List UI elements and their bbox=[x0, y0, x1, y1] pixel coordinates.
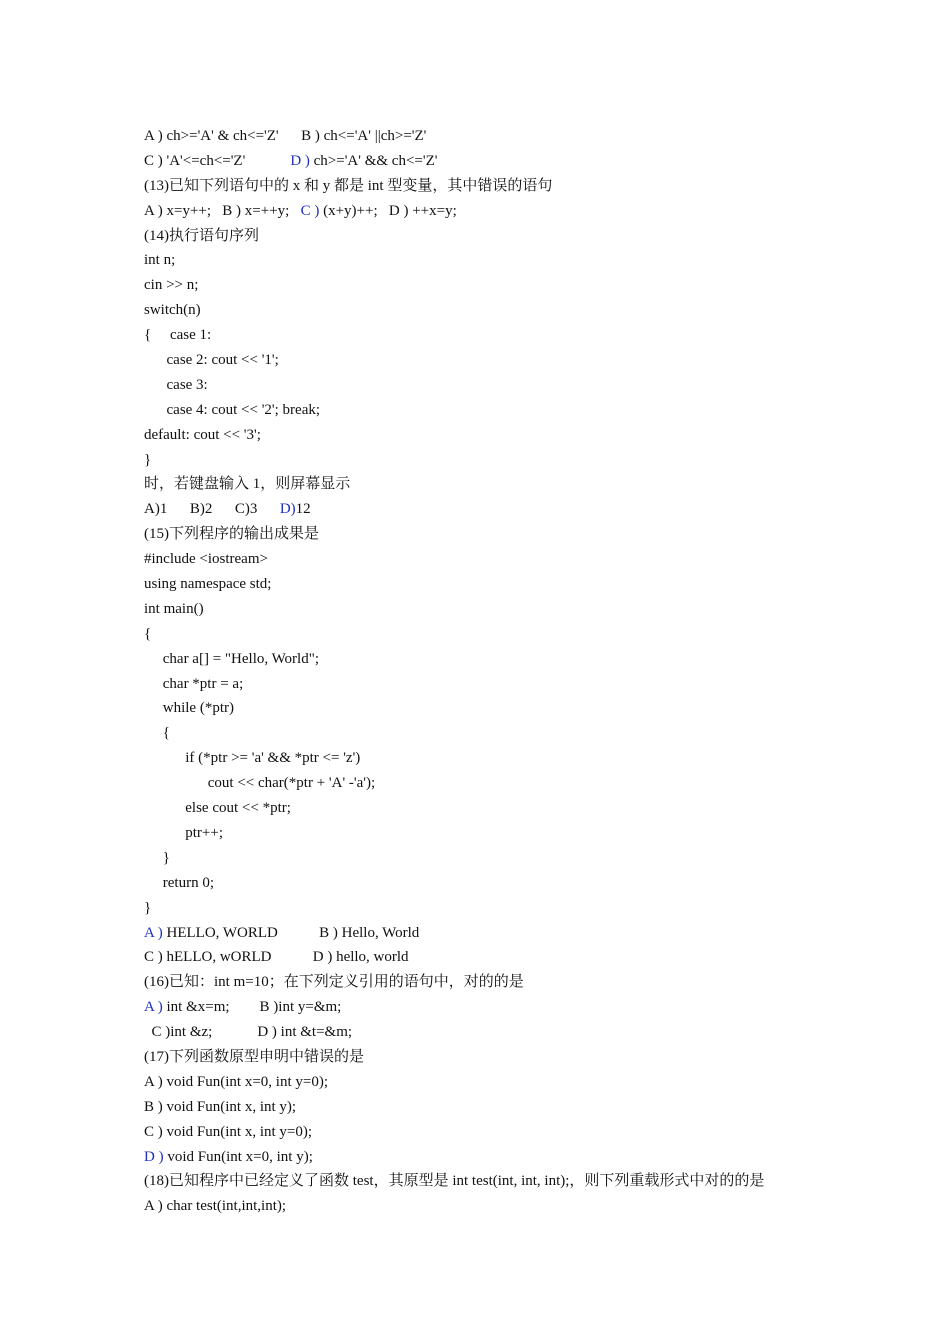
line-text: using namespace std; bbox=[144, 576, 272, 593]
text-line bbox=[144, 945, 904, 970]
text-line bbox=[144, 1120, 904, 1145]
text-line bbox=[144, 224, 904, 249]
line-text: HELLO, WORLD B ) Hello, World bbox=[162, 924, 420, 941]
text-line bbox=[144, 696, 904, 721]
text-line bbox=[144, 248, 904, 273]
line-text: void Fun(int x=0, int y); bbox=[163, 1148, 313, 1165]
text-line bbox=[144, 921, 904, 946]
line-text: default: cout << '3'; bbox=[144, 426, 261, 443]
line-text: C )int &z; D ) int &t=&m; bbox=[144, 1024, 353, 1041]
line-text: (17)下列函数原型申明中错误的是 bbox=[144, 1048, 364, 1065]
text-line bbox=[144, 472, 904, 497]
line-text: } bbox=[144, 899, 152, 916]
line-text: A ) char test(int,int,int); bbox=[144, 1198, 287, 1215]
text-line bbox=[144, 298, 904, 323]
text-line bbox=[144, 721, 904, 746]
text-line bbox=[144, 1045, 904, 1070]
line-text: (14)执行语句序列 bbox=[144, 227, 259, 244]
text-line bbox=[144, 1194, 904, 1219]
line-text: #include <iostream> bbox=[144, 551, 268, 568]
text-line bbox=[144, 323, 904, 348]
text-line bbox=[144, 746, 904, 771]
line-text: if (*ptr >= 'a' && *ptr <= 'z') bbox=[144, 750, 361, 767]
line-text: ch>='A' && ch<='Z' bbox=[309, 152, 438, 169]
answer-marker: D) bbox=[279, 501, 296, 518]
line-text: { bbox=[144, 725, 170, 742]
text-line bbox=[144, 995, 904, 1020]
text-line bbox=[144, 348, 904, 373]
line-text: B ) void Fun(int x, int y); bbox=[144, 1098, 297, 1115]
line-text: A ) ch>='A' & ch<='Z' B ) ch<='A' ||ch>='Z' bbox=[144, 128, 427, 144]
text-line bbox=[144, 522, 904, 547]
text-line bbox=[144, 896, 904, 921]
text-line bbox=[144, 199, 904, 224]
line-text: } bbox=[144, 849, 170, 866]
text-line bbox=[144, 1095, 904, 1120]
text-line bbox=[144, 1169, 904, 1194]
text-line bbox=[144, 672, 904, 697]
line-text: { case 1: bbox=[144, 327, 212, 344]
line-text: cout << char(*ptr + 'A' -'a'); bbox=[144, 775, 376, 792]
text-line bbox=[144, 846, 904, 871]
answer-marker: A ) bbox=[144, 999, 163, 1016]
text-line bbox=[144, 771, 904, 796]
text-line bbox=[144, 149, 904, 174]
line-text: case 2: cout << '1'; bbox=[144, 352, 279, 369]
line-text: int main() bbox=[144, 600, 204, 617]
text-line bbox=[144, 174, 904, 199]
text-line bbox=[144, 373, 904, 398]
line-text: return 0; bbox=[144, 874, 214, 891]
text-line bbox=[144, 970, 904, 995]
answer-marker: C ) bbox=[300, 202, 320, 219]
document-body bbox=[144, 124, 904, 1219]
text-line bbox=[144, 597, 904, 622]
text-line bbox=[144, 423, 904, 448]
line-text: 时，若键盘输入 1，则屏幕显示 bbox=[144, 476, 351, 493]
text-line bbox=[144, 398, 904, 423]
line-text: else cout << *ptr; bbox=[144, 800, 291, 817]
text-line bbox=[144, 622, 904, 647]
line-text: (18)已知程序中已经定义了函数 test，其原型是 int test(int, int, int);，则下列重载形式中对的的是 bbox=[144, 1173, 765, 1190]
line-text: char a[] = "Hello, World"; bbox=[144, 650, 320, 667]
text-line bbox=[144, 821, 904, 846]
line-text: while (*ptr) bbox=[144, 700, 234, 717]
text-line bbox=[144, 647, 904, 672]
line-text: int &x=m; B )int y=&m; bbox=[162, 999, 342, 1016]
text-line bbox=[144, 871, 904, 896]
line-text: 12 bbox=[295, 501, 311, 518]
answer-marker: A ) bbox=[144, 924, 163, 941]
line-text: { bbox=[144, 625, 152, 642]
line-text: ptr++; bbox=[144, 824, 223, 841]
line-text: cin >> n; bbox=[144, 277, 199, 294]
line-text: (13)已知下列语句中的 x 和 y 都是 int 型变量，其中错误的语句 bbox=[144, 177, 553, 194]
text-line bbox=[144, 448, 904, 473]
line-text: case 3: bbox=[144, 376, 208, 393]
line-text: C ) 'A'<=ch<='Z' bbox=[144, 152, 291, 169]
line-text: A ) x=y++; B ) x=++y; bbox=[144, 202, 301, 219]
text-line bbox=[144, 796, 904, 821]
text-line bbox=[144, 124, 904, 149]
line-text: C ) hELLO, wORLD D ) hello, world bbox=[144, 949, 409, 966]
text-line bbox=[144, 497, 904, 522]
line-text: switch(n) bbox=[144, 302, 201, 319]
line-text: (x+y)++; D ) ++x=y; bbox=[319, 202, 457, 219]
line-text: case 4: cout << '2'; break; bbox=[144, 401, 321, 418]
text-line bbox=[144, 273, 904, 298]
line-text: char *ptr = a; bbox=[144, 675, 244, 692]
line-text: int n; bbox=[144, 252, 176, 269]
line-text: A)1 B)2 C)3 bbox=[144, 501, 280, 518]
line-text: C ) void Fun(int x, int y=0); bbox=[144, 1123, 313, 1140]
line-text: (16)已知：int m=10；在下列定义引用的语句中，对的的是 bbox=[144, 974, 524, 991]
text-line bbox=[144, 572, 904, 597]
line-text: (15)下列程序的输出成果是 bbox=[144, 526, 319, 543]
answer-marker: D ) bbox=[290, 152, 310, 169]
text-line bbox=[144, 1145, 904, 1170]
text-line bbox=[144, 1070, 904, 1095]
line-text: A ) void Fun(int x=0, int y=0); bbox=[144, 1073, 329, 1090]
line-text: } bbox=[144, 451, 152, 468]
answer-marker: D ) bbox=[144, 1148, 164, 1165]
text-line bbox=[144, 1020, 904, 1045]
text-line bbox=[144, 547, 904, 572]
